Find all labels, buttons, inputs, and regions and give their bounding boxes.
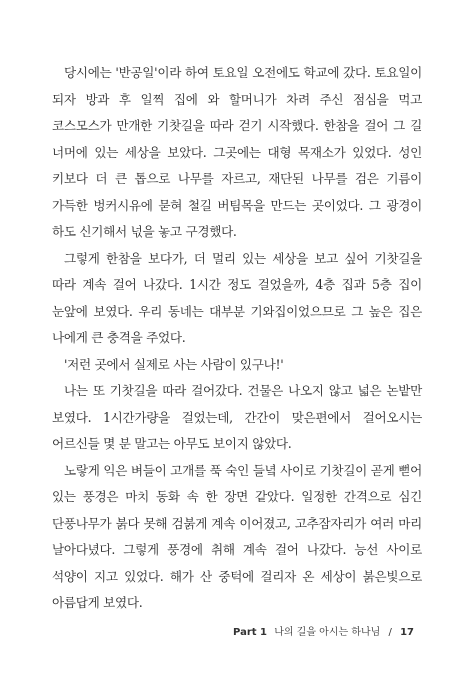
paragraph-3-quote: '저런 곳에서 실제로 사는 사람이 있구나!' (64, 356, 284, 372)
page-number: 17 (400, 627, 414, 638)
chapter-title: 나의 길을 아시는 하나님 (274, 627, 381, 638)
part-label: Part 1 (233, 627, 267, 638)
paragraph-5: 노랗게 익은 벼들이 고개를 푹 숙인 들녘 사이로 기찻길이 곧게 뻗어 있는 풍경은 마치 동화 속 한 장면 같았다. 일정한 간격으로 심긴 단풍나무가 붉다 못해 검붉게 계속 이어졌고, 고추잠자리가 여러 마리 날아다녔다. 그렇게 풍경에 취해 계속 걸어 나갔다. 능선 사이로 석양이 지고 있었다. 해가 산 중턱에 걸리자 온 세상이 붉은빛으로 아름답게 보였다. (52, 462, 422, 610)
body-text (52, 60, 422, 617)
page-footer (233, 623, 414, 638)
paragraph-4: 나는 또 기찻길을 따라 걸어갔다. 건물은 나오지 않고 넓은 논밭만 보였다. 1시간가량을 걸었는데, 간간이 맞은편에서 걸어오시는 어르신들 몇 분 말고는 아무도 보이지 않았다. (52, 383, 422, 451)
footer-separator: / (388, 627, 392, 638)
paragraph-1: 당시에는 '반공일'이라 하여 토요일 오전에도 학교에 갔다. 토요일이 되자 방과 후 일찍 집에 와 할머니가 차려 주신 점심을 먹고 코스모스가 만개한 기찻길을 따라 걷기 시작했다. 한참을 걸어 그 길 너머에 있는 세상을 보았다. 그곳에는 대형 목재소가 있었다. 성인 키보다 더 큰 톱으로 나무를 자르고, 재단된 나무를 검은 기름이 가득한 벙커시유에 묻혀 철길 버팀목을 만드는 곳이었다. 그 광경이 하도 신기해서 넋을 놓고 구경했다. (52, 65, 422, 239)
paragraph-2: 그렇게 한참을 보다가, 더 멀리 있는 세상을 보고 싶어 기찻길을 따라 계속 걸어 나갔다. 1시간 정도 걸었을까, 4층 집과 5층 집이 눈앞에 보였다. 우리 동네는 대부분 기와집이었으므로 그 높은 집은 나에게 큰 충격을 주었다. (52, 250, 422, 345)
